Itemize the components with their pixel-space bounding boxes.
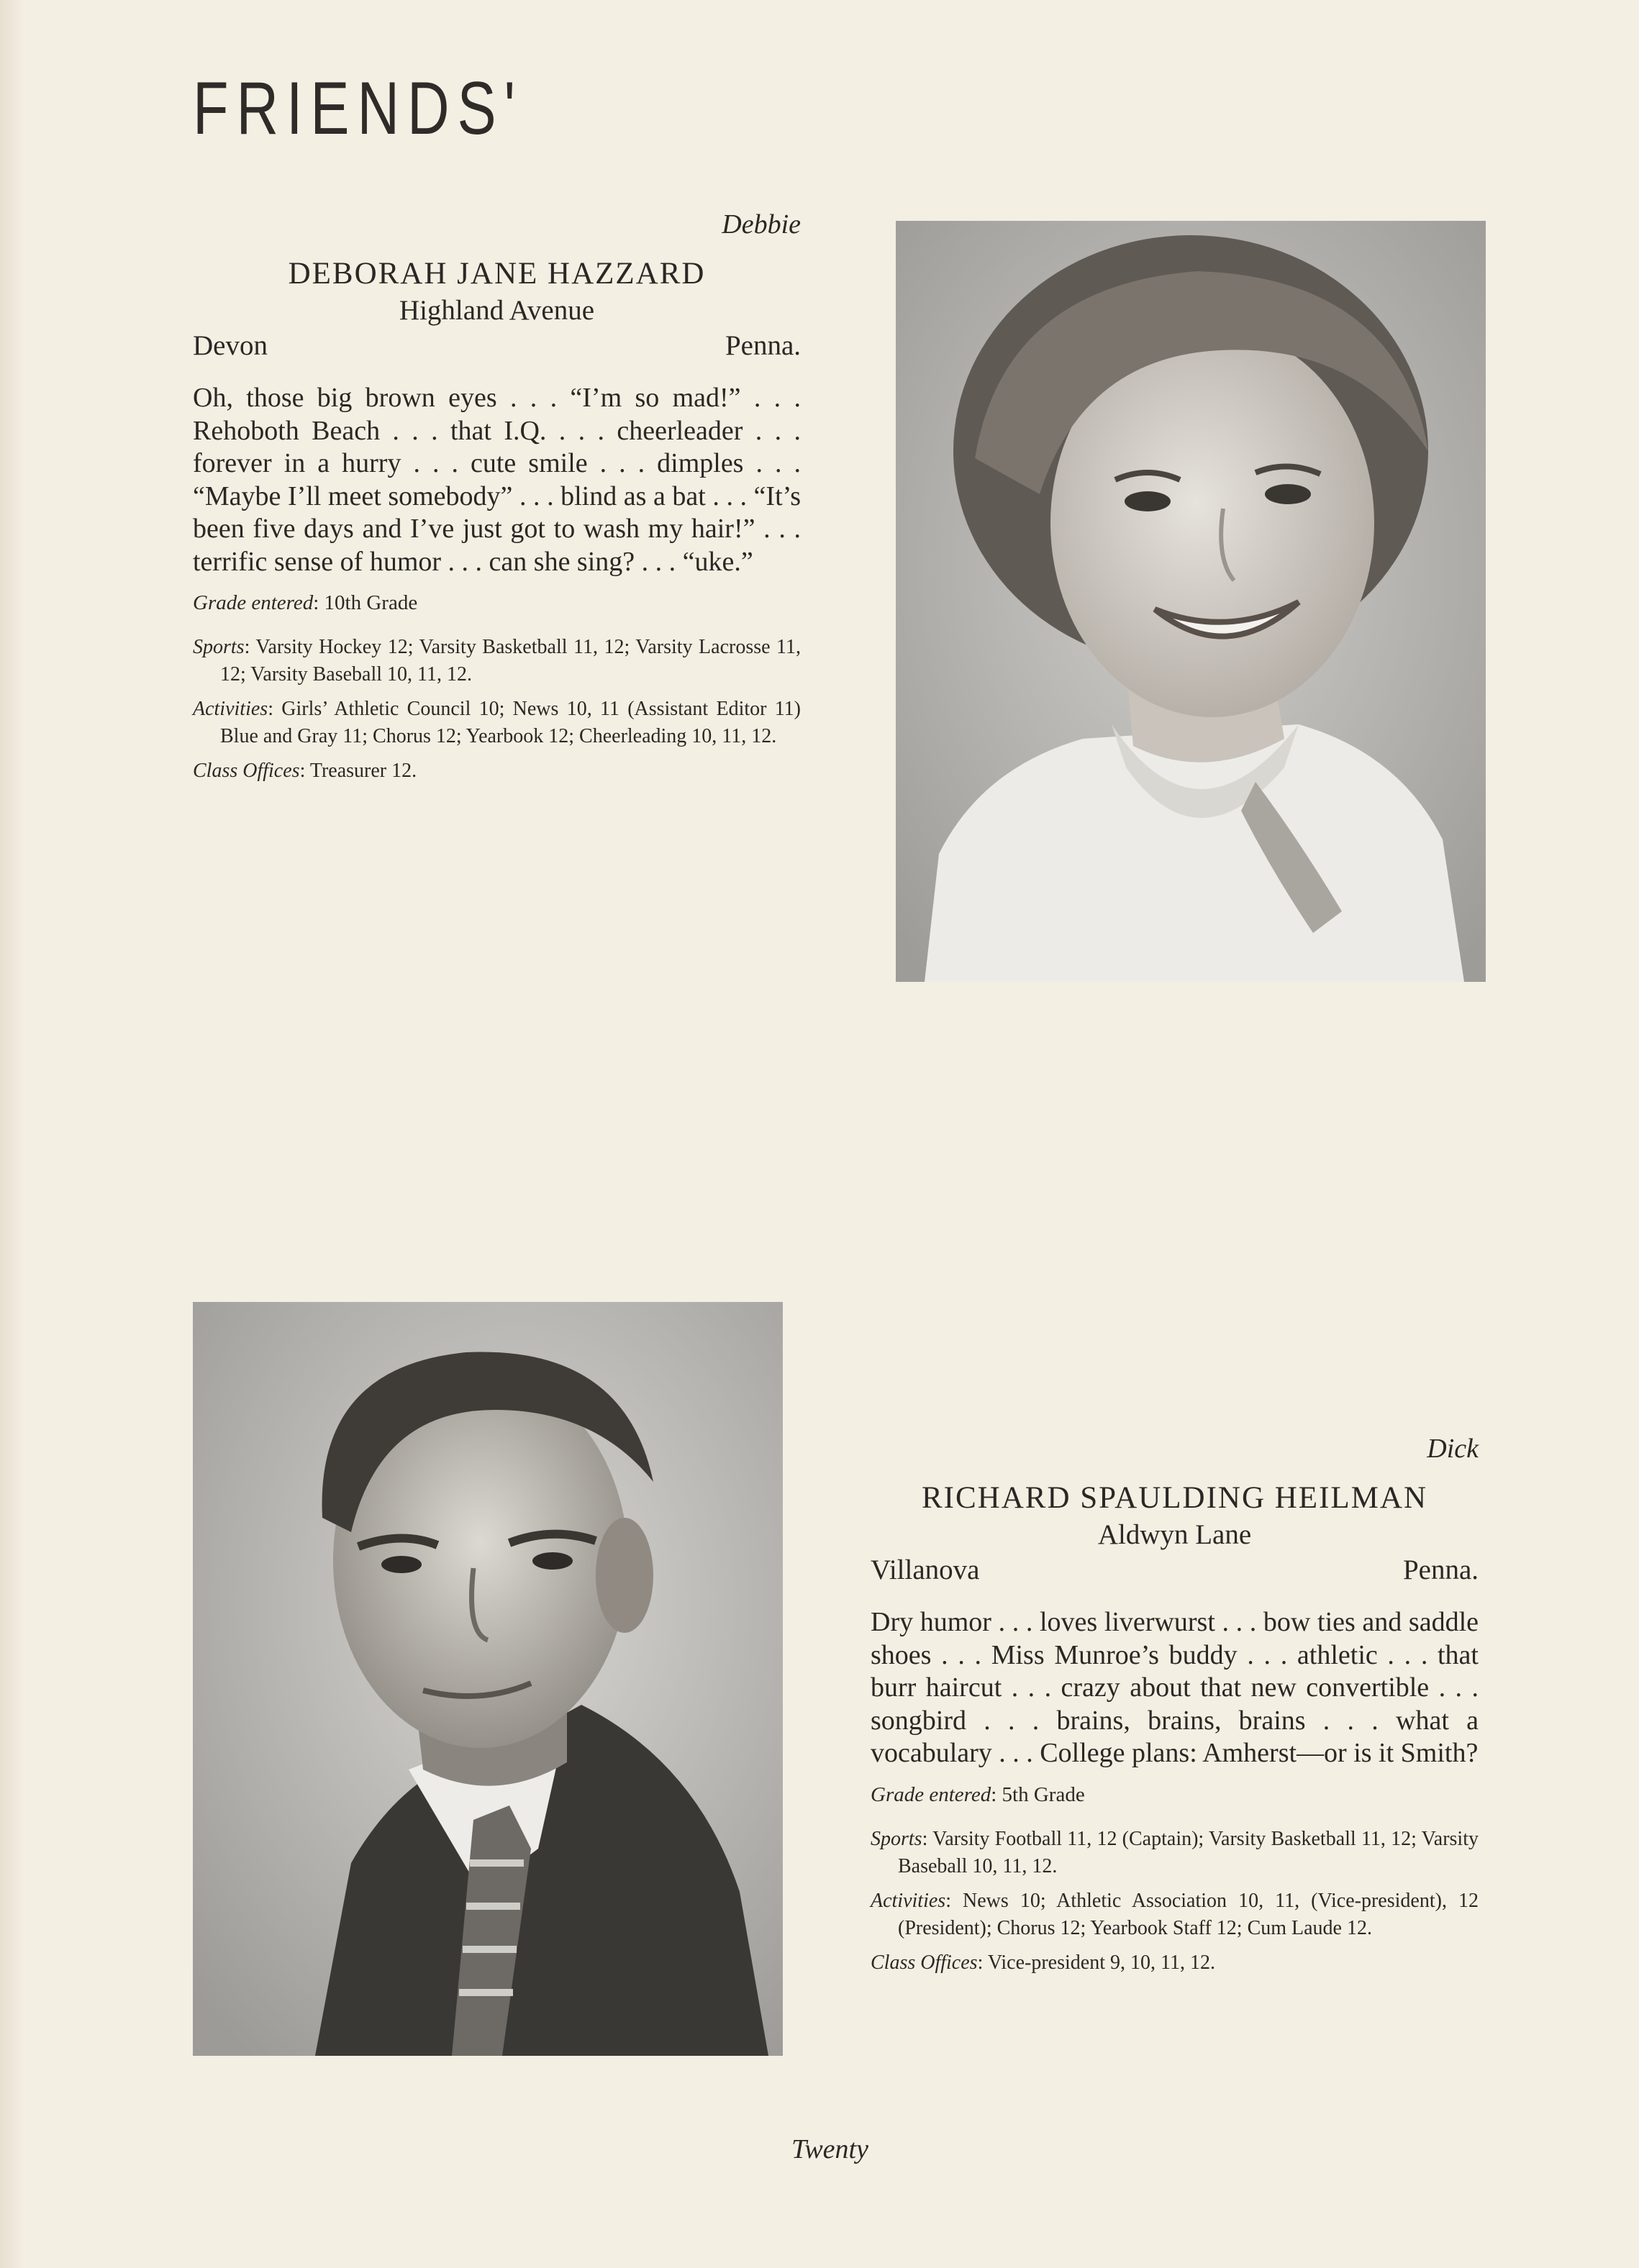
description: Dry humor . . . loves liverwurst . . . bow ties and saddle shoes . . . Miss Munroe’s buddy . . . athletic . . . that burr haircut . . . crazy about that new convertible . . . songbird . . . brains, brains, brains . . . what a vocabulary . . . College plans: Amherst—or is it Smith? [871, 1607, 1479, 1768]
grade-value: 5th Grade [1002, 1782, 1085, 1806]
senior-entry-heilman [871, 1433, 1479, 1977]
class-offices: Class Offices: Vice-president 9, 10, 11, 12. [871, 1951, 1215, 1974]
town: Devon [193, 330, 268, 361]
offices-value: Treasurer 12. [309, 760, 417, 782]
street-address: Highland Avenue [399, 295, 595, 326]
activities-label: Activities [193, 698, 268, 720]
city-line [871, 1554, 1479, 1586]
offices-value: Vice-president 9, 10, 11, 12. [987, 1951, 1215, 1974]
grade-value: 10th Grade [324, 591, 418, 614]
sports: Sports: Varsity Hockey 12; Varsity Basketball 11, 12; Varsity Lacrosse 11, 12; Varsity Baseball 10, 11, 12. [193, 636, 801, 686]
activities-label: Activities [871, 1889, 946, 1912]
activities: Activities: News 10; Athletic Association 10, 11, (Vice-president), 12 (President); Chorus 12; Yearbook Staff 12; Cum Laude 12. [871, 1889, 1479, 1939]
offices-label: Class Offices [871, 1951, 978, 1974]
sports-value: Varsity Hockey 12; Varsity Basketball 11, 12; Varsity Lacrosse 11, 12; Varsity Baseball 10, 11, 12. [220, 636, 801, 686]
offices-label: Class Offices [193, 760, 300, 782]
portrait-photo-hazzard [896, 221, 1486, 982]
section-title: FRIENDS' [193, 67, 523, 150]
sports: Sports: Varsity Football 11, 12 (Captain); Varsity Basketball 11, 12; Varsity Baseball 10, 11, 12. [871, 1827, 1479, 1877]
grade-entered: Grade entered: 10th Grade [193, 591, 418, 614]
activities: Activities: Girls’ Athletic Council 10; News 10, 11 (Assistant Editor 11) Blue and Gray 11; Chorus 12; Yearbook 12; Cheerleading 10, 11, 12. [193, 698, 802, 747]
grade-label: Grade entered [871, 1782, 991, 1806]
full-name: DEBORAH JANE HAZZARD [288, 257, 706, 291]
class-offices: Class Offices: Treasurer 12. [193, 760, 417, 782]
sports-label: Sports [871, 1827, 922, 1850]
page-number: Twenty [791, 2134, 868, 2164]
nickname: Dick [1427, 1434, 1479, 1464]
sports-value: Varsity Football 11, 12 (Captain); Varsity Basketball 11, 12; Varsity Baseball 10, 11, 12. [898, 1827, 1479, 1877]
city-line [193, 329, 801, 362]
street-address: Aldwyn Lane [1097, 1519, 1252, 1550]
activities-value: Girls’ Athletic Council 10; News 10, 11 (Assistant Editor 11) Blue and Gray 11; Chorus 12; Yearbook 12; Cheerleading 10, 11, 12. [220, 698, 802, 747]
town: Villanova [871, 1554, 980, 1585]
portrait-photo-heilman [193, 1302, 783, 2056]
activities-value: News 10; Athletic Association 10, 11, (Vice-president), 12 (President); Chorus 12; Yearbook Staff 12; Cum Laude 12. [898, 1889, 1479, 1939]
sports-label: Sports [193, 636, 245, 658]
grade-label: Grade entered [193, 591, 314, 614]
grade-entered: Grade entered: 5th Grade [871, 1782, 1085, 1806]
state: Penna. [1402, 1554, 1479, 1585]
description: Oh, those big brown eyes . . . “I’m so mad!” . . . Rehoboth Beach . . . that I.Q. . . . cheerleader . . . forever in a hurry . . . cute smile . . . dimples . . . “Maybe I’ll meet somebody” . . . blind as a bat . . . “It’s been five days and I’ve just got to wash my hair!” . . . terrific sense of humor . . . can she sing? . . . “uke.” [193, 383, 801, 577]
nickname: Debbie [722, 209, 801, 240]
senior-entry-hazzard [193, 209, 801, 785]
full-name: RICHARD SPAULDING HEILMAN [922, 1481, 1427, 1515]
state: Penna. [725, 330, 801, 361]
page-binding-edge [0, 0, 24, 2268]
